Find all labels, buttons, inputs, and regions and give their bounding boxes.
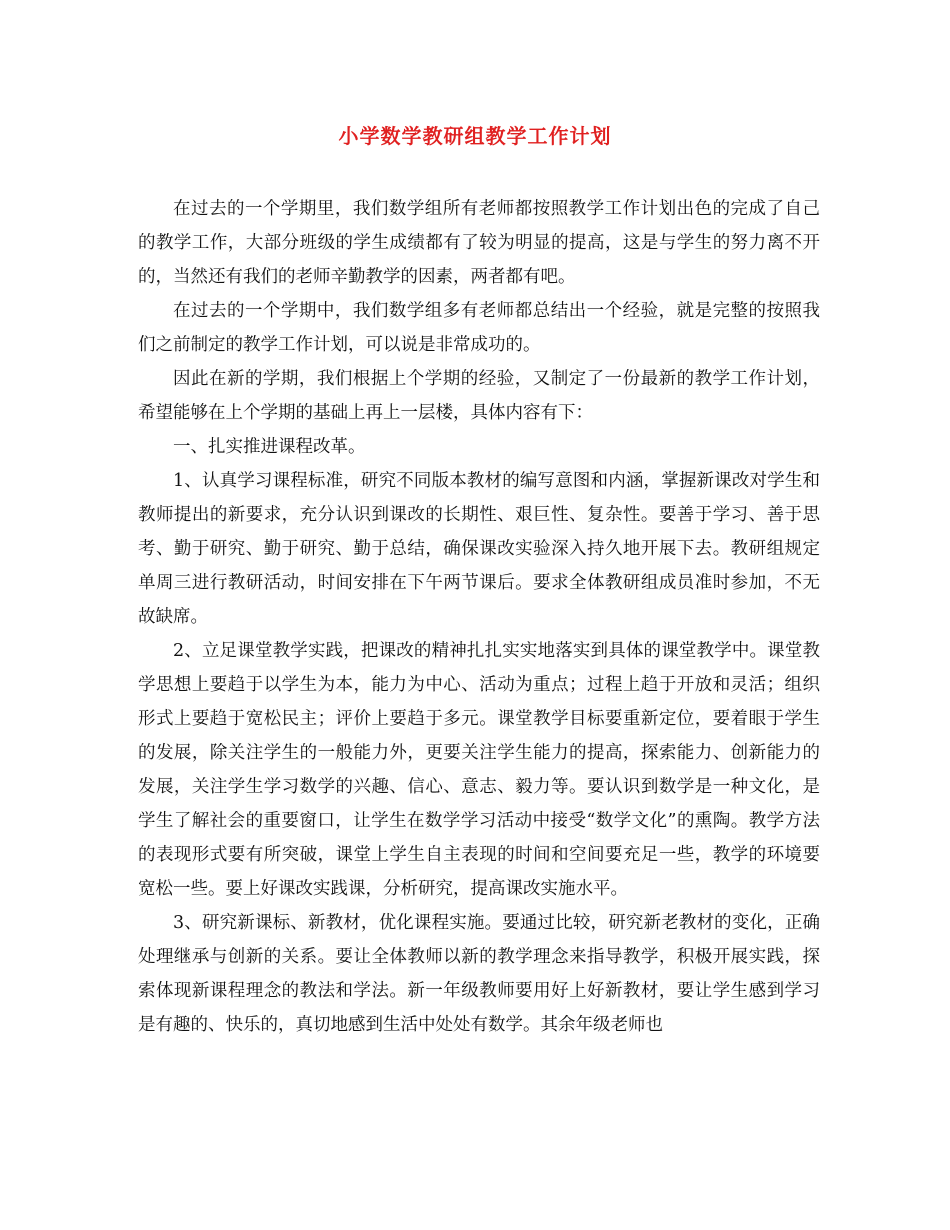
paragraph-experience: 在过去的一个学期中，我们数学组多有老师都总结出一个经验，就是完整的按照我们之前制定的教学工作计划，可以说是非常成功的。 (138, 301, 820, 355)
paragraph-item-2: 2、立足课堂教学实践，把课改的精神扎扎实实地落实到具体的课堂教学中。课堂教学思想上要趋于以学生为本，能力为中心、活动为重点；过程上趋于开放和灵活；组织形式上要趋于宽松民主；评价上要趋于多元。课堂教学目标要重新定位，要着眼于学生的发展，除关注学生的一般能力外，更要关注学生能力的提高，探索能力、创新能力的发展，关注学生学习数学的兴趣、信心、意志、毅力等。要认识到数学是一种文化，是学生了解社会的重要窗口，让学生在数学学习活动中接受“数学文化”的熏陶。教学方法的表现形式要有所突破，课堂上学生自主表现的时间和空间要充足一些，教学的环境要宽松一些。要上好课改实践课，分析研究，提高课改实施水平。 (138, 641, 820, 899)
paragraph-intro: 在过去的一个学期里，我们数学组所有老师都按照教学工作计划出色的完成了自己的教学工作，大部分班级的学生成绩都有了较为明显的提高，这是与学生的努力离不开的，当然还有我们的老师辛勤教学的因素，两者都有吧。 (138, 199, 820, 287)
paragraph-item-1: 1、认真学习课程标准，研究不同版本教材的编写意图和内涵，掌握新课改对学生和教师提出的新要求，充分认识到课改的长期性、艰巨性、复杂性。要善于学习、善于思考、勤于研究、勤于研究、勤于总结，确保课改实验深入持久地开展下去。教研组规定单周三进行教研活动，时间安排在下午两节课后。要求全体教研组成员准时参加，不无故缺席。 (138, 471, 820, 627)
document-body (138, 192, 820, 1042)
paragraph-item-3: 3、研究新课标、新教材，优化课程实施。要通过比较，研究新老教材的变化，正确处理继承与创新的关系。要让全体教师以新的教学理念来指导教学，积极开展实践，探索体现新课程理念的教法和学法。新一年级教师要用好上好新教材，要让学生感到学习是有趣的、快乐的，真切地感到生活中处处有数学。其余年级老师也 (138, 913, 820, 1035)
document-title: 小学数学教研组教学工作计划 (338, 124, 612, 148)
paragraph-new-plan: 因此在新的学期，我们根据上个学期的经验，又制定了一份最新的教学工作计划，希望能够在上个学期的基础上再上一层楼，具体内容有下： (138, 369, 820, 423)
section-heading-curriculum-reform: 一、扎实推进课程改革。 (173, 437, 366, 457)
